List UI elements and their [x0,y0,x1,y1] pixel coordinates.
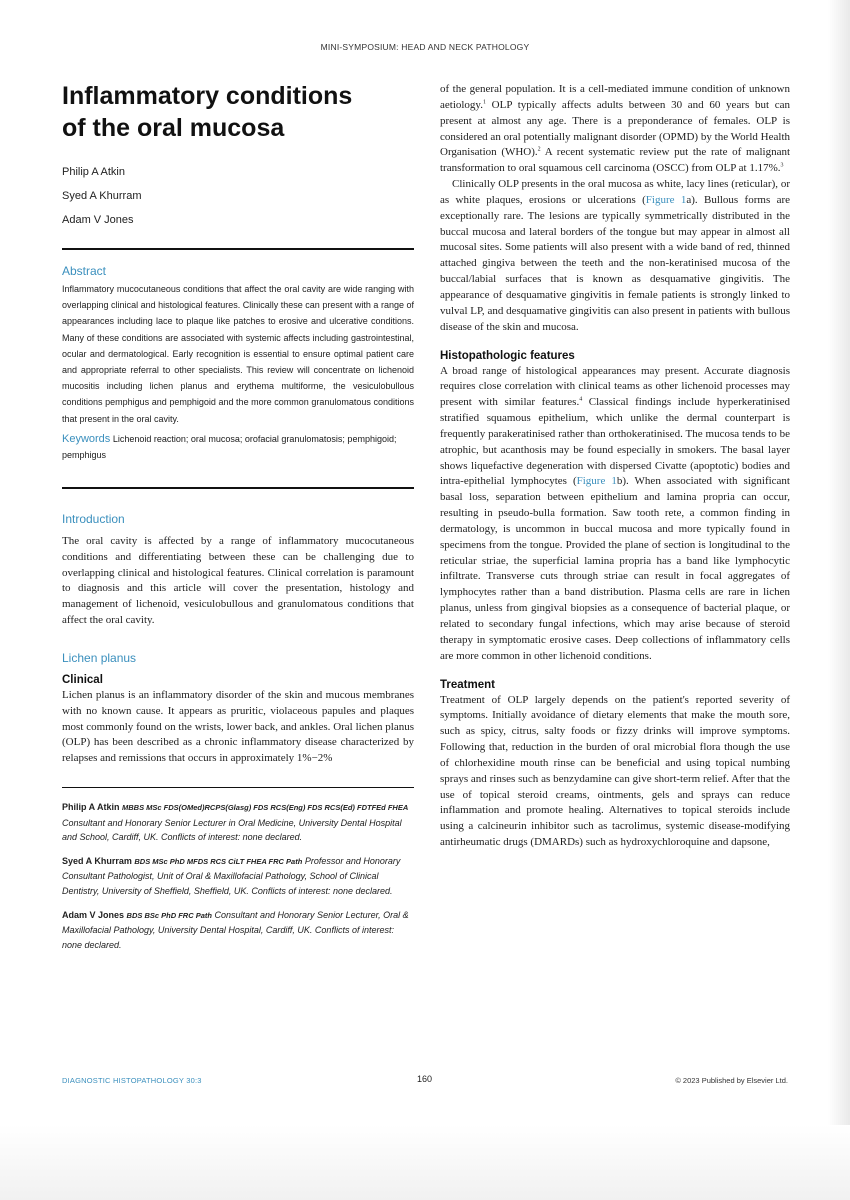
lichen-planus-heading: Lichen planus [62,650,137,665]
text-run: A recent systematic review put the rate of malignant transformation to oral squamous cell carcinoma (OSCC) from OLP at 1.17%. [440,146,791,175]
olp-paragraph-1 [440,82,790,177]
running-head: MINI-SYMPOSIUM: HEAD AND NECK PATHOLOGY [320,42,530,52]
bio-degrees: MBBS MSc FDS(OMed)RCPS(Glasg) FDS RCS(Eng) FDS RCS(Ed) FDTFEd FHEA [122,803,409,813]
citation-2[interactable]: 2 [537,146,541,153]
bio-degrees: BDS MSc PhD MFDS RCS CiLT FHEA FRC Path [134,856,303,866]
treatment-section [440,679,790,851]
lichen-planus-section [62,651,414,767]
citation-1[interactable]: 1 [482,99,486,106]
copyright-footer: © 2023 Published by Elsevier Ltd. [675,1076,788,1085]
article-title [62,80,414,144]
introduction-section [62,512,414,629]
author-name: Syed A Khurram [62,190,142,202]
text-run: Clinically OLP presents in the oral mucosa as white, lacy lines (reticular), or as white plaques, erosions or ulcerations ( [440,178,790,206]
bio-divider [62,787,414,788]
text-run: A broad range of histological appearances may present. Accurate diagnosis requires close correlation with clinical teams as other lichenoid processes may present with similar features. [440,364,790,409]
keywords [62,431,414,463]
bio-name: Adam V Jones [62,909,125,920]
introduction-heading: Introduction [62,511,125,526]
keywords-label: Keywords [62,432,111,445]
abstract-section [62,264,414,463]
text-run: b). When associated with significant basal loss, separation between epithelium and lamina propria can occur, resulting in pseudo-bulla formation. Saw tooth rete, a common finding in dermatology, is uncommon in buccal mucosa and more typically found in specimens from the tongue. Provided the plane of section is longitudinal to the reticular striae, the superficial lamina propria has a band like lymphocytic infiltrate. Transverse cuts through striae can result in focal aggregates of lymphocytes rather than a band distribution. Plasma cells are rare in lichen planus, unless from gingival biopsies as a consequence of bacterial plaque, or related to secondary fungal infections, which may arise because of steroid therapy in symptomatic erosive cases. Deep collections of inflammatory cells are more common in other lichenoid conditions. [440,475,790,662]
bio-name: Syed A Khurram [62,855,132,866]
abstract-heading: Abstract [62,264,107,278]
treatment-heading: Treatment [440,678,495,691]
treatment-text: Treatment of OLP largely depends on the patient's reported severity of symptoms. Initially avoidance of dietary elements that make the mouth sore, such as spicy, citrus, salty foods or fizzy drinks will improve symptoms. Following that, reduction in the burden of oral microbial flora though the use of chlorhexidine mouth rinse can be beneficial and using topical numbing sprays and rinses such as benzydamine can give short-term relief. After that the use of topical steroid creams, ointments, gels and sprays can reduce inflammation and promote healing. Alternatives to topical steroids include using a calcineurin inhibitor such as tacrolimus, systemic disease-modifying antirheumatic drugs (DMARDs) such as hydroxychloroquine and dapsone, [440,693,790,849]
clinical-heading: Clinical [62,673,103,686]
author-bio [62,854,414,899]
abstract-divider [62,487,414,489]
page-edge-shadow [828,0,850,1200]
left-column [62,80,414,961]
author-list [62,160,414,232]
title-line-1: Inflammatory conditions [62,82,353,110]
bio-text: Consultant and Honorary Senior Lecturer in Oral Medicine, University Dental Hospital and School, Cardiff, UK. Conflicts of interest: none declared. [62,817,402,843]
title-line-2: of the oral mucosa [62,114,285,142]
bio-text: Professor and Honorary Consultant Pathologist, Unit of Oral & Maxillofacial Pathology, School of Clinical Dentistry, University of Sheffield, Sheffield, UK. Conflicts of interest: none declared. [62,855,401,897]
page-number: 160 [417,1074,433,1084]
journal-footer: DIAGNOSTIC HISTOPATHOLOGY 30:3 [62,1076,202,1085]
clinical-text: Lichen planus is an inflammatory disorder of the skin and mucous membranes with no known cause. It appears as pruritic, violaceous papules and plaques most commonly found on the wrists, lower back, and ankles. Oral lichen planus (OLP) has been described as a chronic inflammatory disease characterized by relapses and remissions that occurs in approximately 1%−2% [62,688,414,765]
histopathologic-text [440,364,790,665]
page-bottom-shadow [0,1125,850,1200]
text-run: OLP typically affects adults between 30 and 60 years but can present at almost any age. There is a preponderance of females. OLP is considered an oral potentially malignant disorder (OPMD) by the World Health Organisation (WHO). [440,98,790,159]
introduction-text: The oral cavity is affected by a range of inflammatory mucocutaneous conditions and differentiating between these can be challenging due to overlapping clinical and histological features. Clinical correlation is paramount to diagnosis and this article will cover the presentation, histology and management of lichenoid, vesiculobullous and granulomatous conditions that affect the oral cavity. [62,534,414,627]
text-run: a). Bullous forms are exceptionally rare. The lesions are typically symmetrically distributed in the buccal mucosa and lateral borders of the tongue but may appear in almost all mucosal sites. Some patients will also present with a wide band of red, thinned attached gingiva between the teeth and the non-keratinised mucosa of the buccal/labial surfaces that is known as desquamative gingivitis. The appearance of desquamative gingivitis in female patients is strongly linked to vulval LP, and desquamative gingivitis can also present in patients with bullous disease of the skin and mucosa. [440,193,790,333]
author-name: Philip A Atkin [62,166,125,178]
citation-3[interactable]: 3 [780,162,784,169]
histopathologic-section [440,350,790,665]
right-column [440,82,790,851]
bio-text: Consultant and Honorary Senior Lecturer, Oral & Maxillofacial Pathology, University Dental Hospital, Cardiff, UK. Conflicts of interest: none declared. [62,909,409,950]
text-run: of the general population. It is a cell-mediated immune condition of unknown aetiology. [440,83,790,111]
author-bio [62,800,414,845]
author-bio [62,908,414,953]
author-name: Adam V Jones [62,214,134,226]
histopathologic-heading: Histopathologic features [440,349,575,362]
figure-1-link[interactable]: Figure 1 [645,193,687,206]
bio-name: Philip A Atkin [62,802,120,813]
author-bios [62,800,414,952]
olp-paragraph-2 [440,177,790,335]
figure-1-link[interactable]: Figure 1 [576,475,617,488]
title-divider [62,248,414,250]
bio-degrees: BDS BSc PhD FRC Path [126,910,212,920]
citation-4[interactable]: 4 [579,396,583,403]
keywords-list: Lichenoid reaction; oral mucosa; orofacial granulomatosis; pemphigoid; pemphigus [62,433,397,460]
abstract-text: Inflammatory mucocutaneous conditions that affect the oral cavity are wide ranging with overlapping clinical and histological features. Clinically these can present with a range of appearances including lace to plaque like patches to erosive and ulcerative conditions. Many of these conditions are associated with systemic affects including gastrointestinal, ocular and dermatological. Early recognition is essential to ensure optimal patient care and appropriate referral to other specialists. This review will concentrate on lichenoid mucositis including lichen planus and erythema multiforme, the vesiculobullous conditions pemphigus and pemphigoid and the more common granulomatous conditions that present in the oral cavity. [62,284,414,424]
text-run: Classical findings include hyperkeratinised stratified squamous epithelium, which unlike the dermal counterpart is frequently parakeratinised rather than orthokeratinised. The mucosa tends to be atrophic, but acanthosis may be found especially in smokers. The basal layer shows liquefactive degeneration with dispersed Civatte (apoptotic) bodies and intra-epithelial lymphocytes ( [440,396,791,488]
